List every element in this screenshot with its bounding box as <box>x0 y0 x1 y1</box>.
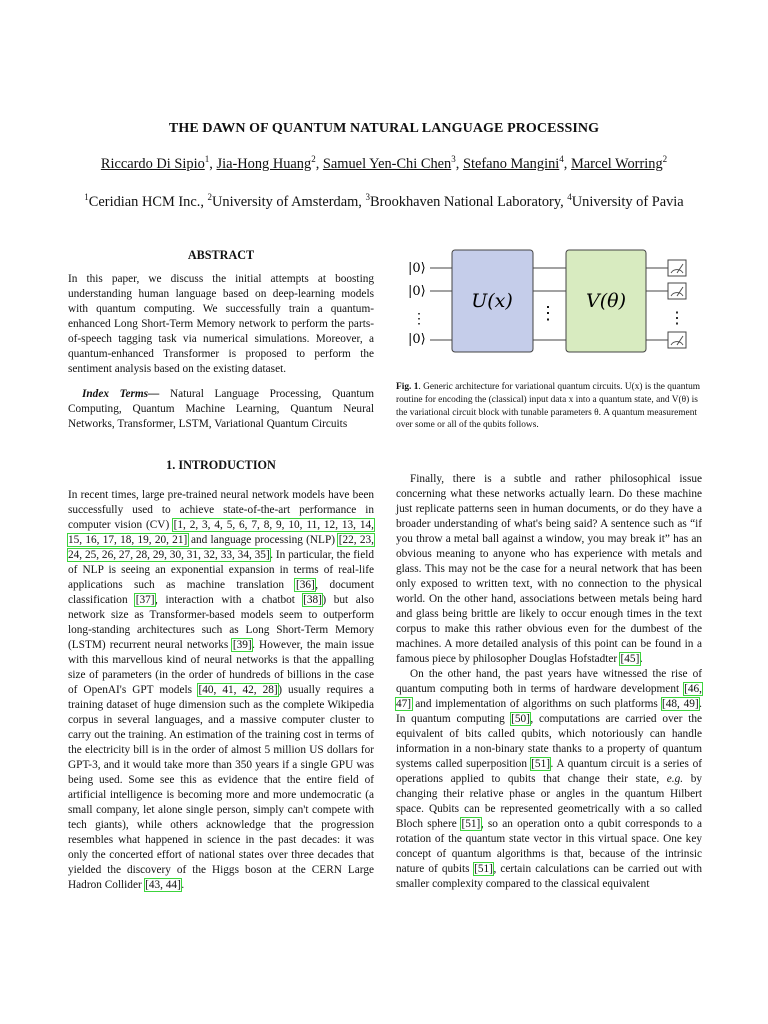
citation-link[interactable]: [51] <box>461 818 481 830</box>
figure-1-circuit <box>396 245 716 370</box>
citation-link[interactable]: [40, 41, 42, 28] <box>198 684 278 696</box>
author-list: Riccardo Di Sipio$^1$, Jia-Hong Huang$^2$, Samuel Yen-Chi Chen$^3$, Stefano Mangini$^4$, Marcel Worring$^2$ <box>100 154 668 172</box>
author-affiliation-mark: 2 <box>311 154 316 165</box>
author-name: Riccardo Di Sipio <box>100 156 205 172</box>
affiliation-mark: 3 <box>365 192 370 203</box>
affiliation-mark: 2 <box>207 192 213 203</box>
affiliation: University of Pavia <box>571 194 684 210</box>
citation-link[interactable]: [43, 44] <box>145 879 181 891</box>
index-terms-text: Natural Language Processing, Quantum Computing, Quantum Machine Learning, Quantum Neural Networks, Transformer, LSTM, Variational Quantum Circuits <box>68 388 374 430</box>
ket-zero: |0⟩ <box>408 332 426 347</box>
citation-link[interactable]: [51] <box>474 863 493 875</box>
author-affiliation-mark: 1 <box>204 154 210 165</box>
citation-link[interactable]: [22, 23, 24, 25, 26, 27, 28, 29, 30, 31, 32, 33, 34, 35] <box>68 534 374 561</box>
figure-1-caption <box>396 381 702 431</box>
affiliation: University of Amsterdam <box>212 194 359 210</box>
author-affiliation-mark: 3 <box>451 154 456 165</box>
author-name: Jia-Hong Huang <box>216 156 312 172</box>
author-affiliation-mark: 2 <box>662 154 668 165</box>
affiliation: Ceridian HCM Inc. <box>88 194 201 210</box>
meter-icon <box>668 332 686 348</box>
citation-link[interactable]: [39] <box>232 639 252 651</box>
intro-paragraph-3: On the other hand, the past years have witnessed the rise of quantum computing both in terms of hardware development [46, 47] and implementation of algorithms on such platforms [48, 49]. In quantum computing [50], computations are carried over the equivalent of bits called qubits, which notoriously can handle information in a non-binary state thanks to a property of quantum systems called superposition [51]. A quantum circuit is a series of operations applied to qubits that change their state, e.g. by changing their relative phase or angles in the quantum Hilbert space. Qubits can be represented geometrically with a so called Bloch sphere [51], so an operation onto a qubit corresponds to a rotation of the quantum state vector in this virtual space. One key concept of quantum algorithms is that, because of the intrinsic nature of qubits [51], certain calculations can be carried out with smaller complexity compared to the classical equivalent <box>396 668 703 890</box>
index-terms <box>68 387 374 432</box>
index-terms-label: Index Terms— <box>82 388 160 400</box>
citation-link[interactable]: [48, 49] <box>662 698 699 710</box>
section-heading-introduction: 1. INTRODUCTION <box>166 458 276 472</box>
author-name: Samuel Yen-Chi Chen <box>322 156 452 172</box>
meter-icon <box>668 283 686 299</box>
figure-label: Fig. 1 <box>396 382 419 393</box>
caption-text: . Generic architecture for variational quantum circuits. U(x) is the quantum routine for encoding the (classical) input data x into a quantum state, and V(θ) is the variational circuit block with tunable parameters θ. A quantum measurement over some or all of the qubits follows. <box>396 382 701 431</box>
affiliation-list: $^1$Ceridian HCM Inc., $^2$University of Amsterdam, $^3$Brookhaven National Laboratory, $^4$University of Pavia <box>84 192 684 210</box>
measurement-meters <box>668 260 686 348</box>
citation-link[interactable]: [45] <box>620 653 640 665</box>
circuit-diagram <box>396 245 716 370</box>
intro-paragraph-1: In recent times, large pre-trained neural network models have been successfully used to achieve state-of-the-art performance in computer vision (CV) [1, 2, 3, 4, 5, 6, 7, 8, 9, 10, 11, 12, 13, 14, 15, 16, 17, 18, 19, 20, 21] and language processing (NLP) [22, 23, 24, 25, 26, 27, 28, 29, 30, 31, 32, 33, 34, 35]. In particular, the field of NLP is seeing an exponential expansion in terms of real-life applications such as machine translation [36], document classification [37], interaction with a chatbot [38]) but also network size as Transformer-based models seem to outperform long-standing architectures such as Long Short-Term Memory (LSTM) recurrent neural networks [39]. However, the main issue with this marvellous kind of neural networks is that the appalling size of parameters (in the order of hundreds of billions in the case of OpenAI's GPT models [40, 41, 42, 28]) usually requires a training dataset of huge dimension such as the complete Wikipedia corpus in several languages, and a massive computer cluster to carry out the training. An estimation of the training cost in terms of the electricity bill is in the order of almost 5 million US dollars for GPT-3, and it would take more than 350 years if a single GPU was being used. Some see this as evidence that the entire field of artificial intelligence is becoming more and more undemocratic (a small company, let alone single person, simply can't compete with tech giants), while others acknowledge that the progression resembles what happened in science in the past decades: it was only the concerted effort of national states over three decades that yielded the discovery of the Higgs boson at the CERN Large Hadron Collider [43, 44]. <box>68 489 374 891</box>
vertical-dots: ⋮ <box>539 303 557 324</box>
intro-paragraph-2: Finally, there is a subtle and rather philosophical issue concerning what these networks actually learn. Do these machine just replicate patterns seen in human documents, or do they have a broader understanding of what's being said? A sentence such as “if you throw a metal ball against a window, you may break it” has an obvious meaning to anyone who has experience with metals and glass. This may not be the case for a neural network that has been only exposed to written text, with no connection to the physical world. On the other hand, associations between metals being hard and glass being brittle are likely to occur enough times in the text corpus to make this rather obvious even for the dumbest of the machines. A more detailed analysis of this point can be found in a famous piece by philosopher Douglas Hofstadter [45]. <box>396 473 702 665</box>
author-affiliation-mark: 4 <box>559 154 564 165</box>
citation-link[interactable]: [51] <box>531 758 550 770</box>
citation-link[interactable]: [1, 2, 3, 4, 5, 6, 7, 8, 9, 10, 11, 12, 13, 14, 15, 16, 17, 18, 19, 20, 21] <box>68 519 374 546</box>
affiliation-mark: 1 <box>84 192 89 203</box>
affiliation: Brookhaven National Laboratory <box>370 194 561 210</box>
author-name: Stefano Mangini <box>462 156 560 172</box>
ket-zero: |0⟩ <box>408 261 426 276</box>
citation-link[interactable]: [36] <box>295 579 315 591</box>
paper-title: THE DAWN OF QUANTUM NATURAL LANGUAGE PROCESSING <box>168 121 600 136</box>
ket-zero: |0⟩ <box>408 284 426 299</box>
author-name: Marcel Worring <box>570 156 663 172</box>
meter-icon <box>668 260 686 276</box>
vertical-dots: ⋮ <box>669 308 685 327</box>
encoding-block-label: U(x) <box>471 290 513 312</box>
citation-link[interactable]: [38] <box>303 594 322 606</box>
citation-link[interactable]: [46, 47] <box>396 683 702 710</box>
abstract-heading: ABSTRACT <box>187 248 255 262</box>
citation-link[interactable]: [37] <box>135 594 155 606</box>
vertical-dots: ⋮ <box>412 311 426 327</box>
abstract-text: In this paper, we discuss the initial attempts at boosting understanding human language based on deep-learning models with quantum computing. We successfully train a quantum-enhanced Long Short-Term Memory network to perform the parts-of-speech tagging task via numerical simulations. Moreover, a quantum-enhanced Transformer is proposed to perform the sentiment analysis based on the existing dataset. <box>68 273 374 375</box>
right-column-text <box>396 472 702 892</box>
affiliation-mark: 4 <box>567 192 572 203</box>
variational-block-label: V(θ) <box>586 290 626 312</box>
citation-link[interactable]: [50] <box>511 713 530 725</box>
